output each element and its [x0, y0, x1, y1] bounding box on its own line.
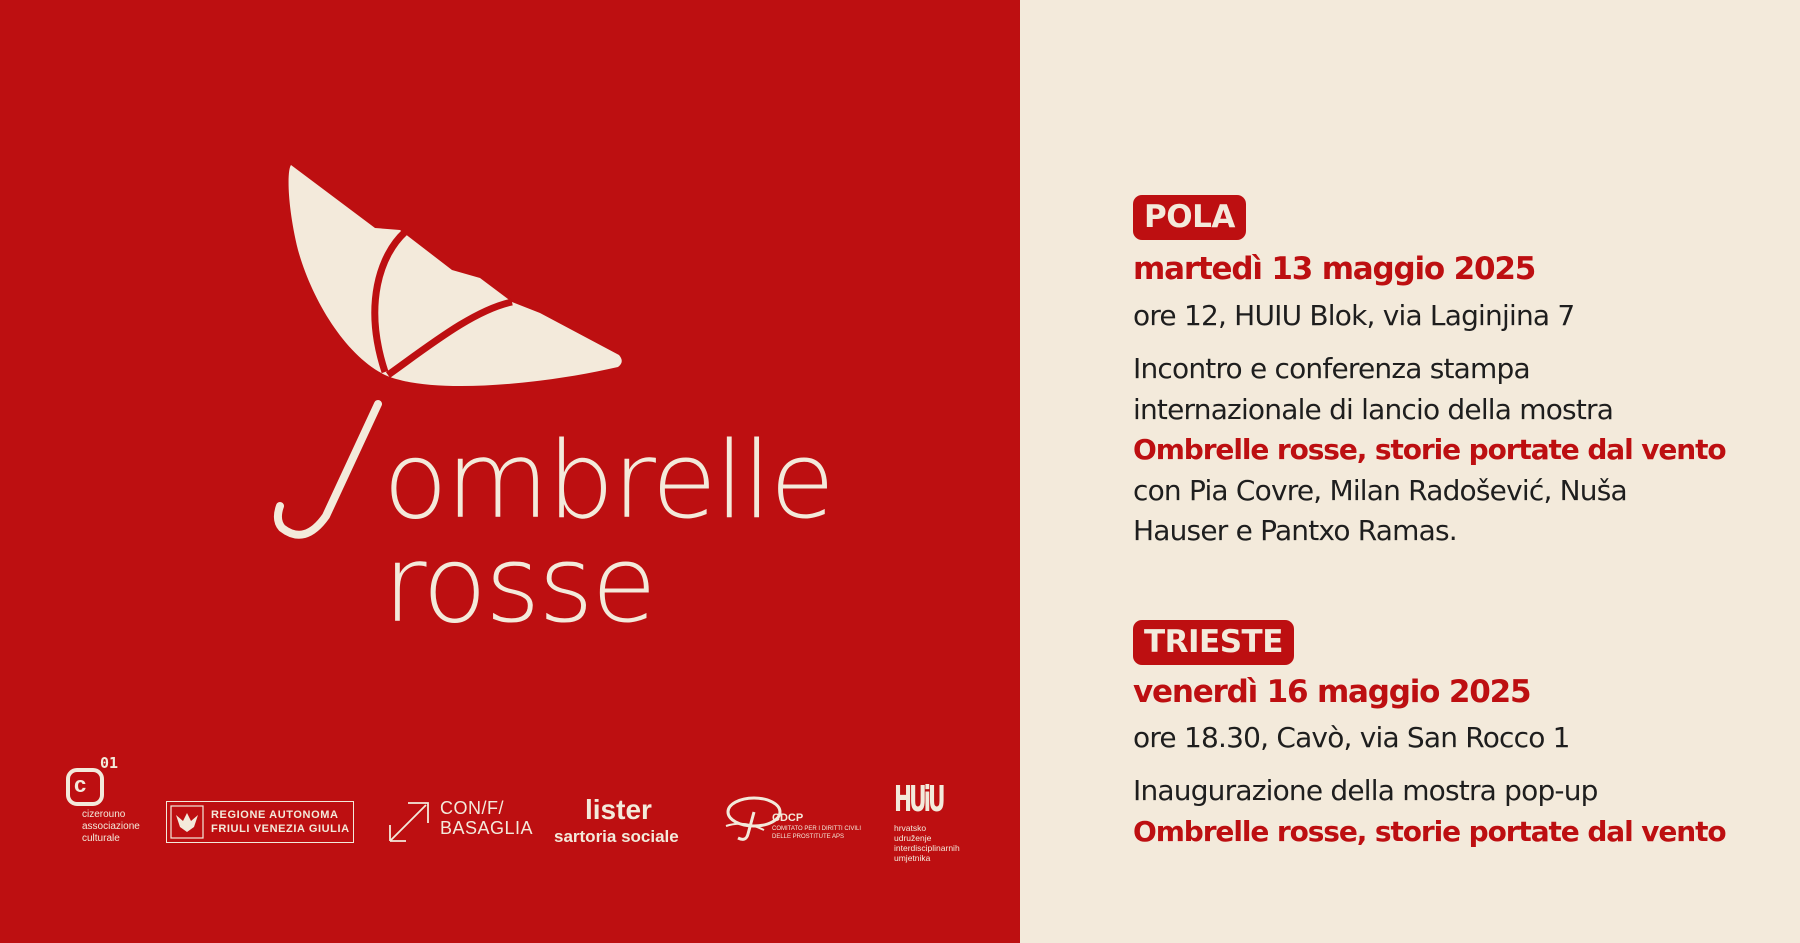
description-line: Hauser e Pantxo Ramas.	[1133, 514, 1457, 547]
huiu-line: umjetnika	[894, 853, 931, 863]
cizerouno-line: cizerouno	[82, 809, 126, 820]
event-description	[1133, 349, 1726, 552]
title-line-2: rosse	[383, 523, 655, 646]
conf-line: BASAGLIA	[440, 818, 534, 838]
partner-logos	[60, 752, 990, 872]
arrow-icon	[386, 799, 432, 845]
right-panel	[1020, 0, 1800, 943]
event-date: martedì 13 maggio 2025	[1133, 251, 1536, 287]
description-line: Incontro e conferenza stampa	[1133, 352, 1530, 385]
event-date: venerdì 16 maggio 2025	[1133, 674, 1531, 710]
huiu-line: interdisciplinarnih	[894, 843, 960, 853]
huiu-line: hrvatsko	[894, 823, 927, 833]
cdcp-line: DELLE PROSTITUTE APS	[772, 834, 845, 840]
event-place: ore 18.30, Cavò, via San Rocco 1	[1133, 721, 1570, 754]
event-place: ore 12, HUIU Blok, via Laginjina 7	[1133, 299, 1575, 332]
lister-sub: sartoria sociale	[554, 827, 679, 846]
description-line: Inaugurazione della mostra pop-up	[1133, 774, 1598, 807]
exhibition-title: Ombrelle rosse, storie portate dal vento	[1133, 433, 1726, 466]
cizerouno-mark: 01	[100, 754, 119, 772]
eagle-icon	[170, 805, 204, 839]
regione-line: REGIONE AUTONOMA	[211, 809, 339, 821]
regione-logo	[166, 801, 354, 843]
cizerouno-line: associazione	[82, 821, 140, 832]
lister-name: lister	[585, 794, 652, 825]
regione-line: FRIULI VENEZIA GIULIA	[211, 823, 350, 835]
event-description	[1133, 771, 1726, 852]
city-badge-pola: POLA	[1133, 195, 1246, 240]
exhibition-title: Ombrelle rosse, storie portate dal vento	[1133, 814, 1726, 848]
description-line: con Pia Covre, Milan Radošević, Nuša	[1133, 473, 1627, 507]
title-line-1: ombrelle	[383, 419, 833, 542]
city-badge-trieste: TRIESTE	[1133, 620, 1294, 665]
cdcp-name: CDCP	[772, 812, 804, 824]
huiu-line: udruženje	[894, 833, 932, 843]
cizerouno-c-letter: c	[74, 772, 87, 797]
conf-line: CON/F/	[440, 798, 504, 818]
huiu-mark: HUiU	[894, 778, 943, 820]
cdcp-line: COMITATO PER I DIRITTI CIVILI	[772, 826, 862, 832]
cizerouno-line: culturale	[82, 833, 120, 844]
description-line: internazionale di lancio della mostra	[1133, 392, 1614, 426]
